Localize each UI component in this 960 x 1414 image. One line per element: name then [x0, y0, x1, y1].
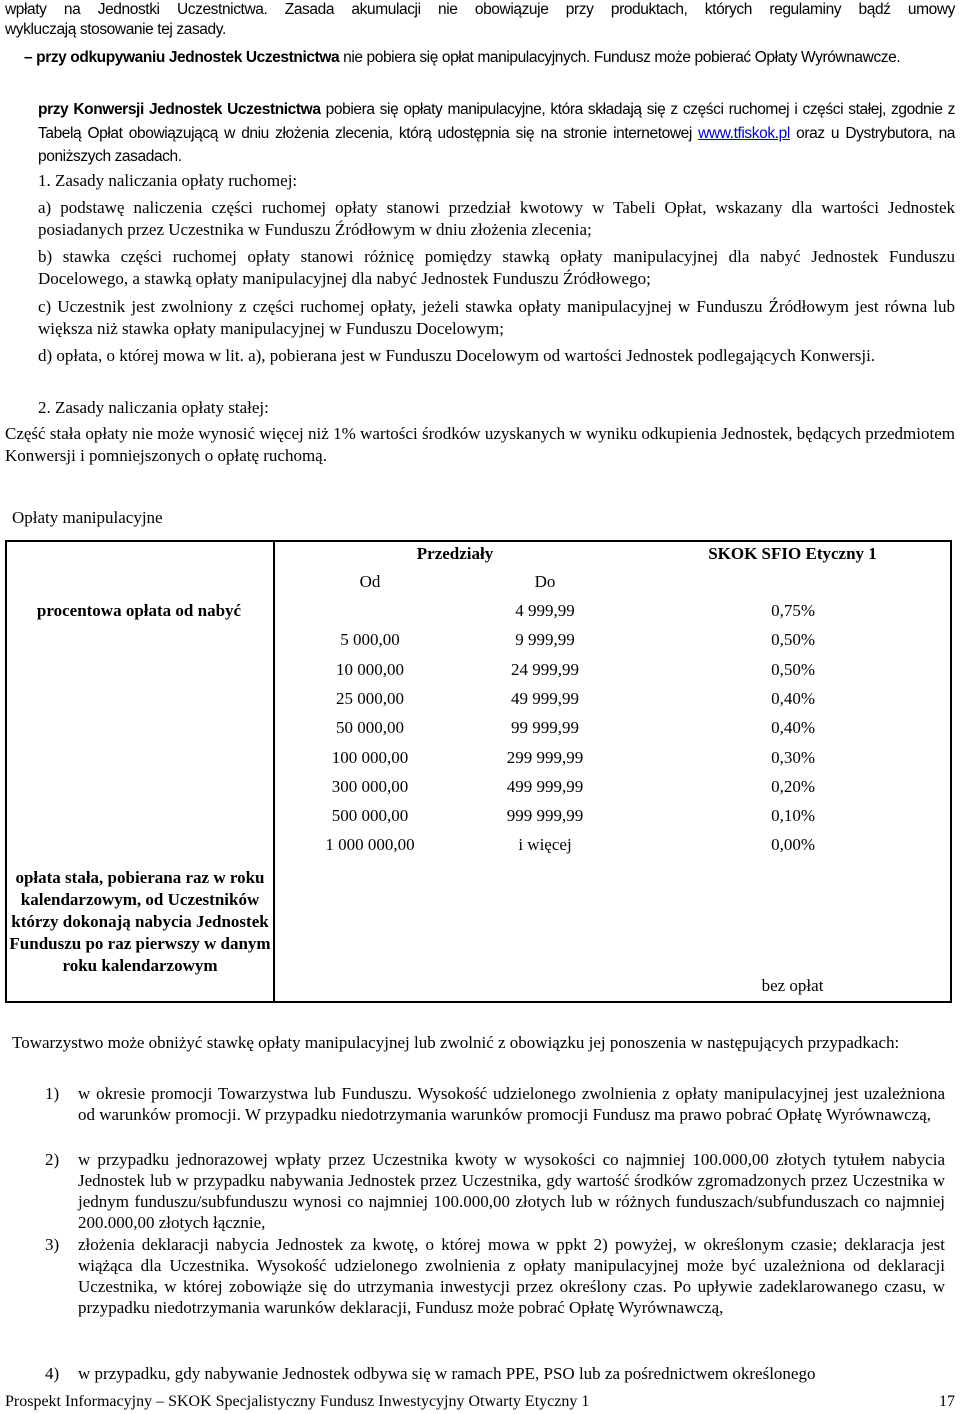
fee-rate-cell: 0,50% — [771, 659, 815, 679]
row-label-percentage-text: procentowa opłata od nabyć — [36, 601, 242, 620]
reduction-item — [45, 1234, 945, 1318]
rule-1b-text: b) stawka części ruchomej opłaty stanowi różnicę pomiędzy stawką opłaty manipulacyjnej dla nabyć Jednostek Funduszu Docelowego, a stawką opłaty manipulacyjnej dla nabyć Jednostek Funduszu Źródłowego; — [38, 247, 955, 288]
redemption-text: nie pobiera się opłat manipulacyjnych. Fundusz może pobierać Opłaty Wyrównawcze. — [339, 49, 901, 66]
reduction-item-number: 3) — [45, 1235, 60, 1254]
fee-rate-cell: 0,10% — [771, 806, 815, 826]
table-header-ranges — [310, 544, 600, 564]
conversion-paragraph — [38, 98, 955, 169]
page-number: 17 — [939, 1393, 955, 1410]
range-from-cell: 5 000,00 — [340, 630, 400, 650]
table-caption-text: Opłaty manipulacyjne — [12, 508, 163, 527]
header-ranges-text: Przedziały — [416, 544, 494, 563]
table-caption — [12, 507, 412, 529]
table-header-fund — [645, 544, 940, 564]
fixed-fee-value — [645, 976, 940, 996]
rule-1d-text: d) opłata, o której mowa w lit. a), pobierana jest w Funduszu Docelowym od wartości Jednostek podlegających Konwersji. — [38, 346, 876, 365]
header-from-text: Od — [359, 572, 381, 591]
conversion-text: pobiera się opłaty manipulacyjne, która składają się z części ruchomej i części stałej, zgodnie z Tabelą Opłat obowiązującą w dniu złożenia zlecenia, którą udostępnia się na stronie internetowej — [38, 101, 955, 142]
reduction-item-number: 2) — [45, 1150, 60, 1169]
rule-1b — [38, 246, 955, 290]
reduction-item-number: 4) — [45, 1364, 60, 1383]
rule-2-heading-text: 2. Zasady naliczania opłaty stałej: — [38, 398, 269, 417]
range-to-cell: 299 999,99 — [506, 747, 584, 767]
footer-title: Prospekt Informacyjny – SKOK Specjalistyczny Fundusz Inwestycyjny Otwarty Etyczny 1 — [5, 1393, 590, 1410]
fee-rate-cell: 0,40% — [771, 718, 815, 738]
range-to-cell: 49 999,99 — [511, 688, 579, 708]
tfiskok-link[interactable]: www.tfiskok.pl — [698, 124, 790, 142]
page-footer — [5, 1393, 955, 1411]
header-to-text: Do — [534, 572, 556, 591]
range-from-cell: 25 000,00 — [336, 688, 404, 708]
intro-line-2 — [5, 20, 955, 40]
range-to-cell: i więcej — [518, 835, 572, 855]
rule-1a — [38, 197, 955, 241]
range-to-cell: 24 999,99 — [511, 659, 579, 679]
fee-rate-cell: 0,75% — [771, 601, 815, 620]
row-label-fixed-text: opłata stała, pobierana raz w roku kalendarzowym, od Uczestników którzy dokonają nabycia Jednostek Funduszu po raz pierwszy w danym roku kalendarzowym — [9, 868, 271, 975]
rule-1c — [38, 296, 955, 340]
header-fund-text: SKOK SFIO Etyczny 1 — [708, 544, 877, 563]
rule-1-heading — [38, 170, 955, 192]
reduction-intro — [12, 1032, 944, 1054]
conversion-end: oraz u Dystrybutora, na poniższych zasadach. — [38, 124, 956, 165]
range-from-cell: 100 000,00 — [331, 747, 409, 767]
range-to-cell: 9 999,99 — [515, 630, 575, 650]
redemption-paragraph — [24, 47, 955, 69]
range-to-cell: 4 999,99 — [515, 601, 575, 620]
fee-table — [5, 540, 952, 1003]
fee-rate-cell: 0,00% — [771, 835, 815, 855]
intro-line-1 — [5, 0, 955, 20]
rule-1d — [38, 345, 955, 367]
intro-text-1: wpłaty na Jednostki Uczestnictwa. Zasada akumulacji nie obowiązuje przy produktach, których regulaminy bądź umowy — [5, 1, 955, 18]
table-header-from — [310, 572, 430, 592]
range-to-cell: 999 999,99 — [506, 806, 584, 826]
fee-rate-cell: 0,50% — [771, 630, 815, 650]
range-to-cell: 499 999,99 — [506, 776, 584, 796]
range-from-cell: 500 000,00 — [331, 806, 409, 826]
range-from-cell: 1 000 000,00 — [325, 835, 415, 855]
fee-rate-cell: 0,20% — [771, 776, 815, 796]
conversion-bold: przy Konwersji Jednostek Uczestnictwa — [38, 101, 321, 118]
rule-2-body: Część stała opłaty nie może wynosić więcej niż 1% wartości środków uzyskanych w wyniku odkupienia Jednostek, będących przedmiotem Konwersji i pomniejszonych o opłatę ruchomą. — [5, 424, 955, 465]
fixed-fee-value-text: bez opłat — [761, 976, 824, 995]
fee-rate-cell: 0,30% — [771, 747, 815, 767]
reduction-intro-text: Towarzystwo może obniżyć stawkę opłaty manipulacyjnej lub zwolnić z obowiązku jej ponoszenia w następujących przypadkach: — [12, 1033, 900, 1052]
range-to-cell: 99 999,99 — [511, 718, 579, 738]
range-from-cell: 300 000,00 — [331, 776, 409, 796]
reduction-item-text: w przypadku jednorazowej wpłaty przez Uczestnika kwoty w wysokości co najmniej 100.000,00 złotych tytułem nabycia Jednostek lub w przypadku nabywania Jednostek przez Uczestnika, gdy wartość środków zgromadzonych przez Uczestnika w jednym funduszu/subfunduszu wynosi co najmniej 100.000,00 złotych lub w różnych funduszach/subfunduszach co najmniej 200.000,00 złotych łącznie, — [78, 1150, 945, 1232]
range-from-cell: 50 000,00 — [336, 718, 404, 738]
fee-rate-cell: 0,40% — [771, 688, 815, 708]
rule-2-text — [5, 423, 955, 467]
row-label-percentage — [5, 601, 273, 621]
rule-1-heading-text: 1. Zasady naliczania opłaty ruchomej: — [38, 171, 298, 190]
reduction-item-text: w przypadku, gdy nabywanie Jednostek odbywa się w ramach PPE, PSO lub za pośrednictwem określonego — [78, 1364, 816, 1383]
rule-1c-text: c) Uczestnik jest zwolniony z części ruchomej opłaty, jeżeli stawka opłaty manipulacyjnej w Funduszu Źródłowym jest równa lub większa niż stawka opłaty manipulacyjnej w Funduszu Docelowym; — [38, 297, 955, 338]
reduction-item-text: w okresie promocji Towarzystwa lub Funduszu. Wysokość udzielonego zwolnienia z opłaty manipulacyjnej jest uzależniona od warunków promocji. W przypadku niedotrzymania warunków promocji Fundusz ma prawo pobrać Opłatę Wyrównawczą, — [78, 1084, 945, 1124]
reduction-item-number: 1) — [45, 1084, 60, 1103]
reduction-item — [45, 1149, 945, 1233]
rule-2-heading — [38, 397, 955, 419]
redemption-bold: – przy odkupywaniu Jednostek Uczestnictwa — [24, 49, 340, 66]
table-header-to — [485, 572, 605, 592]
intro-text-2: wykluczają stosowanie tej zasady. — [5, 21, 226, 38]
reduction-item — [45, 1083, 945, 1125]
reduction-item-text: złożenia deklaracji nabycia Jednostek za kwotę, o której mowa w ppkt 2) powyżej, w określonym czasie; deklaracja jest wiążąca dla Uczestnika. Wysokość udzielonego zwolnienia z opłaty manipulacyjnej może być uzależniona od deklaracji Uczestnika, w której zobowiąże się do utrzymania inwestycji przez określony czas. Po upływie zadeklarowanego czasu, w przypadku niedotrzymania warunków deklaracji, Fundusz może pobrać Opłatę Wyrównawczą, — [78, 1235, 945, 1317]
reduction-item — [45, 1363, 945, 1384]
row-label-fixed — [9, 867, 271, 977]
rule-1a-text: a) podstawę naliczenia części ruchomej opłaty stanowi przedział kwotowy w Tabeli Opłat, wskazany dla wartości Jednostek posiadanych przez Uczestnika w Funduszu Źródłowym w dniu złożenia zlecenia; — [38, 198, 955, 239]
range-from-cell: 10 000,00 — [336, 659, 404, 679]
